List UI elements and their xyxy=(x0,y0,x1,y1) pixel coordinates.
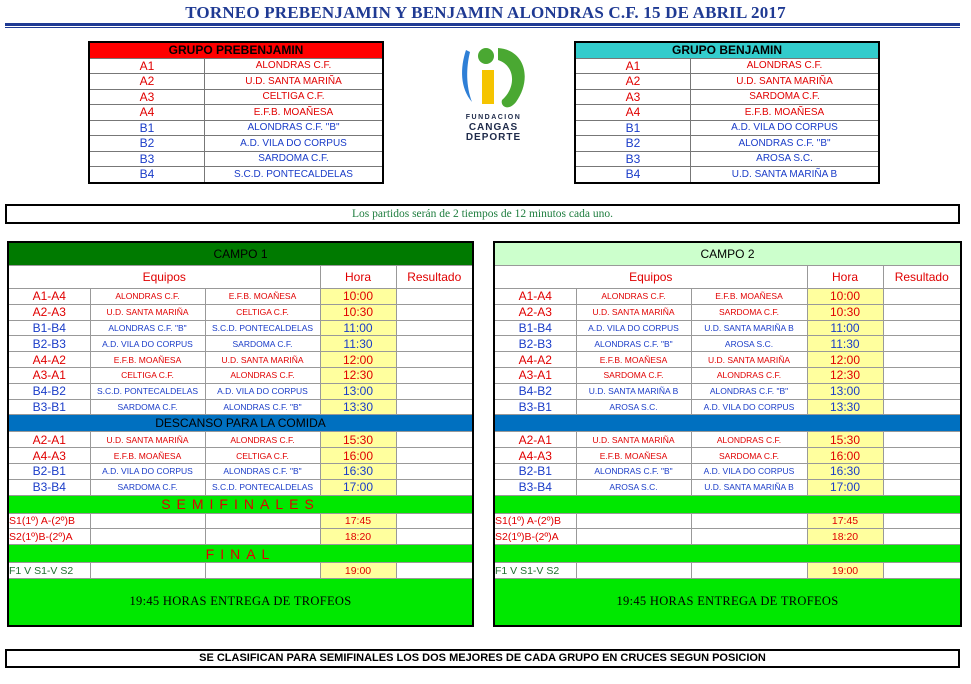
group-team: ALONDRAS C.F. xyxy=(205,58,384,74)
match-result xyxy=(883,367,961,383)
match-pair: A3-A1 xyxy=(8,367,90,383)
semifinal-result xyxy=(883,513,961,529)
match-pair: B2-B1 xyxy=(8,463,90,479)
group-team: U.D. SANTA MARIÑA B xyxy=(691,167,880,183)
group-row xyxy=(575,58,879,74)
match-time: 12:00 xyxy=(807,352,883,368)
match-home-team: E.F.B. MOAÑESA xyxy=(90,448,205,464)
match-away-team: E.F.B. MOAÑESA xyxy=(205,289,320,305)
match-away-team: U.D. SANTA MARIÑA xyxy=(205,352,320,368)
group-row xyxy=(89,136,383,152)
semifinal-away xyxy=(205,513,320,529)
group-row xyxy=(575,167,879,183)
final-home xyxy=(90,563,205,579)
match-away-team: SARDOMA C.F. xyxy=(691,448,807,464)
semifinal-home xyxy=(90,513,205,529)
match-row xyxy=(494,399,961,415)
campo2-schedule xyxy=(493,241,962,627)
logo-mark-icon xyxy=(446,40,541,112)
match-away-team: S.C.D. PONTECALDELAS xyxy=(205,320,320,336)
match-home-team: AROSA S.C. xyxy=(576,399,691,415)
match-row xyxy=(8,383,473,399)
semifinal-label: S2(1º)B-(2º)A xyxy=(8,529,90,545)
match-row xyxy=(494,320,961,336)
match-result xyxy=(883,432,961,448)
group-code: B2 xyxy=(89,136,205,152)
campo-title-row xyxy=(8,242,473,266)
group-prebenjamin-table xyxy=(88,41,384,184)
semifinal-away xyxy=(691,529,807,545)
trofeos-row xyxy=(8,578,473,626)
match-pair: A4-A3 xyxy=(494,448,576,464)
match-home-team: A.D. VILA DO CORPUS xyxy=(90,336,205,352)
match-away-team: E.F.B. MOAÑESA xyxy=(691,289,807,305)
match-time: 10:30 xyxy=(320,304,396,320)
match-pair: B2-B3 xyxy=(8,336,90,352)
group-code: A1 xyxy=(575,58,691,74)
match-pair: B4-B2 xyxy=(494,383,576,399)
hora-header: Hora xyxy=(807,266,883,289)
match-pair: A4-A2 xyxy=(494,352,576,368)
semifinal-label: S1(1º) A-(2º)B xyxy=(8,513,90,529)
resultado-header: Resultado xyxy=(396,266,473,289)
match-result xyxy=(883,463,961,479)
semifinal-result xyxy=(396,513,473,529)
match-time: 10:00 xyxy=(807,289,883,305)
group-row xyxy=(89,151,383,167)
equipos-header: Equipos xyxy=(8,266,320,289)
group-team: A.D. VILA DO CORPUS xyxy=(691,120,880,136)
match-time: 13:00 xyxy=(807,383,883,399)
match-time: 16:30 xyxy=(807,463,883,479)
match-row xyxy=(8,367,473,383)
title-underline-thin xyxy=(5,27,960,28)
match-row xyxy=(8,463,473,479)
semifinal-home xyxy=(576,513,691,529)
match-pair: B3-B1 xyxy=(494,399,576,415)
match-row xyxy=(8,432,473,448)
match-home-team: ALONDRAS C.F. "B" xyxy=(90,320,205,336)
match-row xyxy=(8,352,473,368)
semifinal-row xyxy=(494,529,961,545)
match-home-team: SARDOMA C.F. xyxy=(90,479,205,495)
match-row xyxy=(494,448,961,464)
semifinal-row xyxy=(8,529,473,545)
match-time: 12:00 xyxy=(320,352,396,368)
semifinal-away xyxy=(691,513,807,529)
group-code: B4 xyxy=(575,167,691,183)
group-code: A3 xyxy=(89,89,205,105)
semifinal-time: 17:45 xyxy=(320,513,396,529)
match-result xyxy=(396,352,473,368)
match-home-team: E.F.B. MOAÑESA xyxy=(90,352,205,368)
match-time: 16:00 xyxy=(320,448,396,464)
group-team: ALONDRAS C.F. "B" xyxy=(691,136,880,152)
match-result xyxy=(883,304,961,320)
semifinales-band xyxy=(8,495,473,513)
final-title: FINAL xyxy=(8,545,473,563)
semifinal-label: S1(1º) A-(2º)B xyxy=(494,513,576,529)
match-pair: A1-A4 xyxy=(8,289,90,305)
header-row xyxy=(8,266,473,289)
match-time: 17:00 xyxy=(807,479,883,495)
logo-line2: CANGAS xyxy=(468,122,519,133)
match-row xyxy=(494,336,961,352)
match-away-team: U.D. SANTA MARIÑA xyxy=(691,352,807,368)
final-title xyxy=(494,545,961,563)
logo-line1: FUNDACION xyxy=(465,114,522,121)
group-row xyxy=(89,120,383,136)
group-team: E.F.B. MOAÑESA xyxy=(205,105,384,121)
group-row xyxy=(89,167,383,183)
match-home-team: ALONDRAS C.F. "B" xyxy=(576,336,691,352)
match-result xyxy=(396,463,473,479)
match-row xyxy=(494,289,961,305)
title-underline xyxy=(5,23,960,26)
semifinal-result xyxy=(883,529,961,545)
semifinal-time: 17:45 xyxy=(807,513,883,529)
hora-header: Hora xyxy=(320,266,396,289)
match-pair: B3-B1 xyxy=(8,399,90,415)
match-home-team: ALONDRAS C.F. xyxy=(576,289,691,305)
match-home-team: E.F.B. MOAÑESA xyxy=(576,352,691,368)
match-pair: B1-B4 xyxy=(8,320,90,336)
match-time: 10:30 xyxy=(807,304,883,320)
logo-line3: DEPORTE xyxy=(465,132,522,143)
match-result xyxy=(396,383,473,399)
match-result xyxy=(396,448,473,464)
match-result xyxy=(396,336,473,352)
match-time: 16:00 xyxy=(807,448,883,464)
match-duration-note: Los partidos serán de 2 tiempos de 12 minutos cada uno. xyxy=(5,204,960,224)
group-code: A2 xyxy=(89,74,205,90)
match-away-team: SARDOMA C.F. xyxy=(205,336,320,352)
match-home-team: AROSA S.C. xyxy=(576,479,691,495)
final-time: 19:00 xyxy=(807,563,883,579)
group-row xyxy=(575,151,879,167)
group-code: B3 xyxy=(575,151,691,167)
match-result xyxy=(396,432,473,448)
match-row xyxy=(494,304,961,320)
match-home-team: ALONDRAS C.F. xyxy=(90,289,205,305)
group-code: B2 xyxy=(575,136,691,152)
final-band xyxy=(8,545,473,563)
semifinal-home xyxy=(576,529,691,545)
page-title: TORNEO PREBENJAMIN Y BENJAMIN ALONDRAS C.F. 15 DE ABRIL 2017 xyxy=(185,3,786,22)
match-time: 11:00 xyxy=(320,320,396,336)
final-result xyxy=(883,563,961,579)
match-result xyxy=(883,479,961,495)
group-code: A2 xyxy=(575,74,691,90)
match-pair: A2-A1 xyxy=(494,432,576,448)
group-code: B3 xyxy=(89,151,205,167)
match-away-team: ALONDRAS C.F. xyxy=(691,367,807,383)
descanso-label xyxy=(494,415,961,432)
group-row xyxy=(89,89,383,105)
match-row xyxy=(494,463,961,479)
match-time: 15:30 xyxy=(807,432,883,448)
group-team: S.C.D. PONTECALDELAS xyxy=(205,167,384,183)
match-row xyxy=(494,352,961,368)
match-home-team: U.D. SANTA MARIÑA xyxy=(90,432,205,448)
group-row xyxy=(575,136,879,152)
group-code: A4 xyxy=(89,105,205,121)
match-row xyxy=(8,479,473,495)
match-row xyxy=(8,448,473,464)
match-row xyxy=(8,336,473,352)
match-pair: B4-B2 xyxy=(8,383,90,399)
match-home-team: SARDOMA C.F. xyxy=(576,367,691,383)
match-time: 12:30 xyxy=(807,367,883,383)
semifinal-row xyxy=(494,513,961,529)
match-away-team: U.D. SANTA MARIÑA B xyxy=(691,320,807,336)
group-team: U.D. SANTA MARIÑA xyxy=(691,74,880,90)
match-result xyxy=(883,383,961,399)
group-code: A1 xyxy=(89,58,205,74)
match-pair: A3-A1 xyxy=(494,367,576,383)
match-away-team: A.D. VILA DO CORPUS xyxy=(691,399,807,415)
group-benjamin-title: GRUPO BENJAMIN xyxy=(575,42,879,58)
match-away-team: S.C.D. PONTECALDELAS xyxy=(205,479,320,495)
header-row xyxy=(494,266,961,289)
group-code: B1 xyxy=(89,120,205,136)
campo1-schedule xyxy=(7,241,474,627)
semifinal-time: 18:20 xyxy=(320,529,396,545)
semifinal-away xyxy=(205,529,320,545)
group-team: E.F.B. MOAÑESA xyxy=(691,105,880,121)
match-time: 13:00 xyxy=(320,383,396,399)
match-pair: A4-A2 xyxy=(8,352,90,368)
match-home-team: ALONDRAS C.F. "B" xyxy=(576,463,691,479)
match-away-team: ALONDRAS C.F. xyxy=(691,432,807,448)
descanso-row xyxy=(494,415,961,432)
footer-note: SE CLASIFICAN PARA SEMIFINALES LOS DOS MEJORES DE CADA GRUPO EN CRUCES SEGUN POSICION xyxy=(5,649,960,668)
semifinal-result xyxy=(396,529,473,545)
match-time: 16:30 xyxy=(320,463,396,479)
match-pair: B2-B3 xyxy=(494,336,576,352)
match-home-team: U.D. SANTA MARIÑA B xyxy=(576,383,691,399)
match-home-team: U.D. SANTA MARIÑA xyxy=(576,432,691,448)
match-time: 10:00 xyxy=(320,289,396,305)
match-result xyxy=(883,320,961,336)
descanso-label: DESCANSO PARA LA COMIDA xyxy=(8,415,473,432)
match-result xyxy=(883,289,961,305)
match-pair: A1-A4 xyxy=(494,289,576,305)
group-team: CELTIGA C.F. xyxy=(205,89,384,105)
match-pair: B3-B4 xyxy=(8,479,90,495)
group-code: A3 xyxy=(575,89,691,105)
campo1-title: CAMPO 1 xyxy=(8,242,473,266)
match-pair: B2-B1 xyxy=(494,463,576,479)
match-row xyxy=(494,367,961,383)
match-away-team: A.D. VILA DO CORPUS xyxy=(691,463,807,479)
match-home-team: S.C.D. PONTECALDELAS xyxy=(90,383,205,399)
match-pair: A2-A3 xyxy=(8,304,90,320)
group-team: AROSA S.C. xyxy=(691,151,880,167)
match-home-team: E.F.B. MOAÑESA xyxy=(576,448,691,464)
match-result xyxy=(883,448,961,464)
match-result xyxy=(396,320,473,336)
equipos-header: Equipos xyxy=(494,266,807,289)
group-code: B1 xyxy=(575,120,691,136)
group-row xyxy=(89,58,383,74)
group-code: B4 xyxy=(89,167,205,183)
match-row xyxy=(494,479,961,495)
match-away-team: U.D. SANTA MARIÑA B xyxy=(691,479,807,495)
match-result xyxy=(396,367,473,383)
semifinal-time: 18:20 xyxy=(807,529,883,545)
final-label: F1 V S1-V S2 xyxy=(8,563,90,579)
group-row xyxy=(89,105,383,121)
group-row xyxy=(575,120,879,136)
match-result xyxy=(396,479,473,495)
match-row xyxy=(8,399,473,415)
group-row xyxy=(575,74,879,90)
match-away-team: ALONDRAS C.F. xyxy=(205,432,320,448)
final-time: 19:00 xyxy=(320,563,396,579)
match-result xyxy=(883,336,961,352)
match-time: 11:30 xyxy=(320,336,396,352)
match-home-team: A.D. VILA DO CORPUS xyxy=(576,320,691,336)
semifinales-title xyxy=(494,495,961,513)
match-away-team: CELTIGA C.F. xyxy=(205,448,320,464)
semifinal-row xyxy=(8,513,473,529)
match-home-team: A.D. VILA DO CORPUS xyxy=(90,463,205,479)
match-pair: B1-B4 xyxy=(494,320,576,336)
group-team: U.D. SANTA MARIÑA xyxy=(205,74,384,90)
match-away-team: AROSA S.C. xyxy=(691,336,807,352)
group-team: A.D. VILA DO CORPUS xyxy=(205,136,384,152)
semifinal-label: S2(1º)B-(2º)A xyxy=(494,529,576,545)
match-row xyxy=(8,304,473,320)
final-result xyxy=(396,563,473,579)
match-away-team: SARDOMA C.F. xyxy=(691,304,807,320)
final-row xyxy=(494,563,961,579)
match-row xyxy=(8,320,473,336)
match-result xyxy=(396,289,473,305)
match-away-team: ALONDRAS C.F. "B" xyxy=(205,399,320,415)
descanso-row xyxy=(8,415,473,432)
match-pair: A4-A3 xyxy=(8,448,90,464)
match-home-team: U.D. SANTA MARIÑA xyxy=(576,304,691,320)
match-pair: A2-A3 xyxy=(494,304,576,320)
group-row xyxy=(575,105,879,121)
final-band xyxy=(494,545,961,563)
match-home-team: U.D. SANTA MARIÑA xyxy=(90,304,205,320)
group-team: SARDOMA C.F. xyxy=(205,151,384,167)
resultado-header: Resultado xyxy=(883,266,961,289)
semifinales-band xyxy=(494,495,961,513)
group-prebenjamin-title: GRUPO PREBENJAMIN xyxy=(89,42,383,58)
match-away-team: ALONDRAS C.F. xyxy=(205,367,320,383)
match-time: 11:30 xyxy=(807,336,883,352)
semifinales-title: SEMIFINALES xyxy=(8,495,473,513)
group-team: SARDOMA C.F. xyxy=(691,89,880,105)
match-time: 13:30 xyxy=(320,399,396,415)
campo2-title: CAMPO 2 xyxy=(494,242,961,266)
match-row xyxy=(8,289,473,305)
final-away xyxy=(205,563,320,579)
match-away-team: ALONDRAS C.F. "B" xyxy=(205,463,320,479)
group-benjamin-table xyxy=(574,41,880,184)
fundacion-cangas-deporte-logo xyxy=(446,40,541,150)
match-row xyxy=(494,383,961,399)
final-away xyxy=(691,563,807,579)
match-away-team: CELTIGA C.F. xyxy=(205,304,320,320)
match-home-team: CELTIGA C.F. xyxy=(90,367,205,383)
group-team: ALONDRAS C.F. xyxy=(691,58,880,74)
match-time: 13:30 xyxy=(807,399,883,415)
semifinal-home xyxy=(90,529,205,545)
match-result xyxy=(883,352,961,368)
final-label: F1 V S1-V S2 xyxy=(494,563,576,579)
match-result xyxy=(883,399,961,415)
final-row xyxy=(8,563,473,579)
match-row xyxy=(494,432,961,448)
match-time: 15:30 xyxy=(320,432,396,448)
match-time: 11:00 xyxy=(807,320,883,336)
match-pair: A2-A1 xyxy=(8,432,90,448)
trofeos-row xyxy=(494,578,961,626)
group-row xyxy=(89,74,383,90)
trofeos-label: 19:45 HORAS ENTREGA DE TROFEOS xyxy=(494,578,961,626)
group-row xyxy=(575,89,879,105)
match-result xyxy=(396,304,473,320)
group-code: A4 xyxy=(575,105,691,121)
group-team: ALONDRAS C.F. "B" xyxy=(205,120,384,136)
final-home xyxy=(576,563,691,579)
trofeos-label: 19:45 HORAS ENTREGA DE TROFEOS xyxy=(8,578,473,626)
match-away-team: ALONDRAS C.F. "B" xyxy=(691,383,807,399)
match-away-team: A.D. VILA DO CORPUS xyxy=(205,383,320,399)
match-home-team: SARDOMA C.F. xyxy=(90,399,205,415)
match-pair: B3-B4 xyxy=(494,479,576,495)
match-time: 12:30 xyxy=(320,367,396,383)
campo-title-row xyxy=(494,242,961,266)
match-time: 17:00 xyxy=(320,479,396,495)
match-result xyxy=(396,399,473,415)
